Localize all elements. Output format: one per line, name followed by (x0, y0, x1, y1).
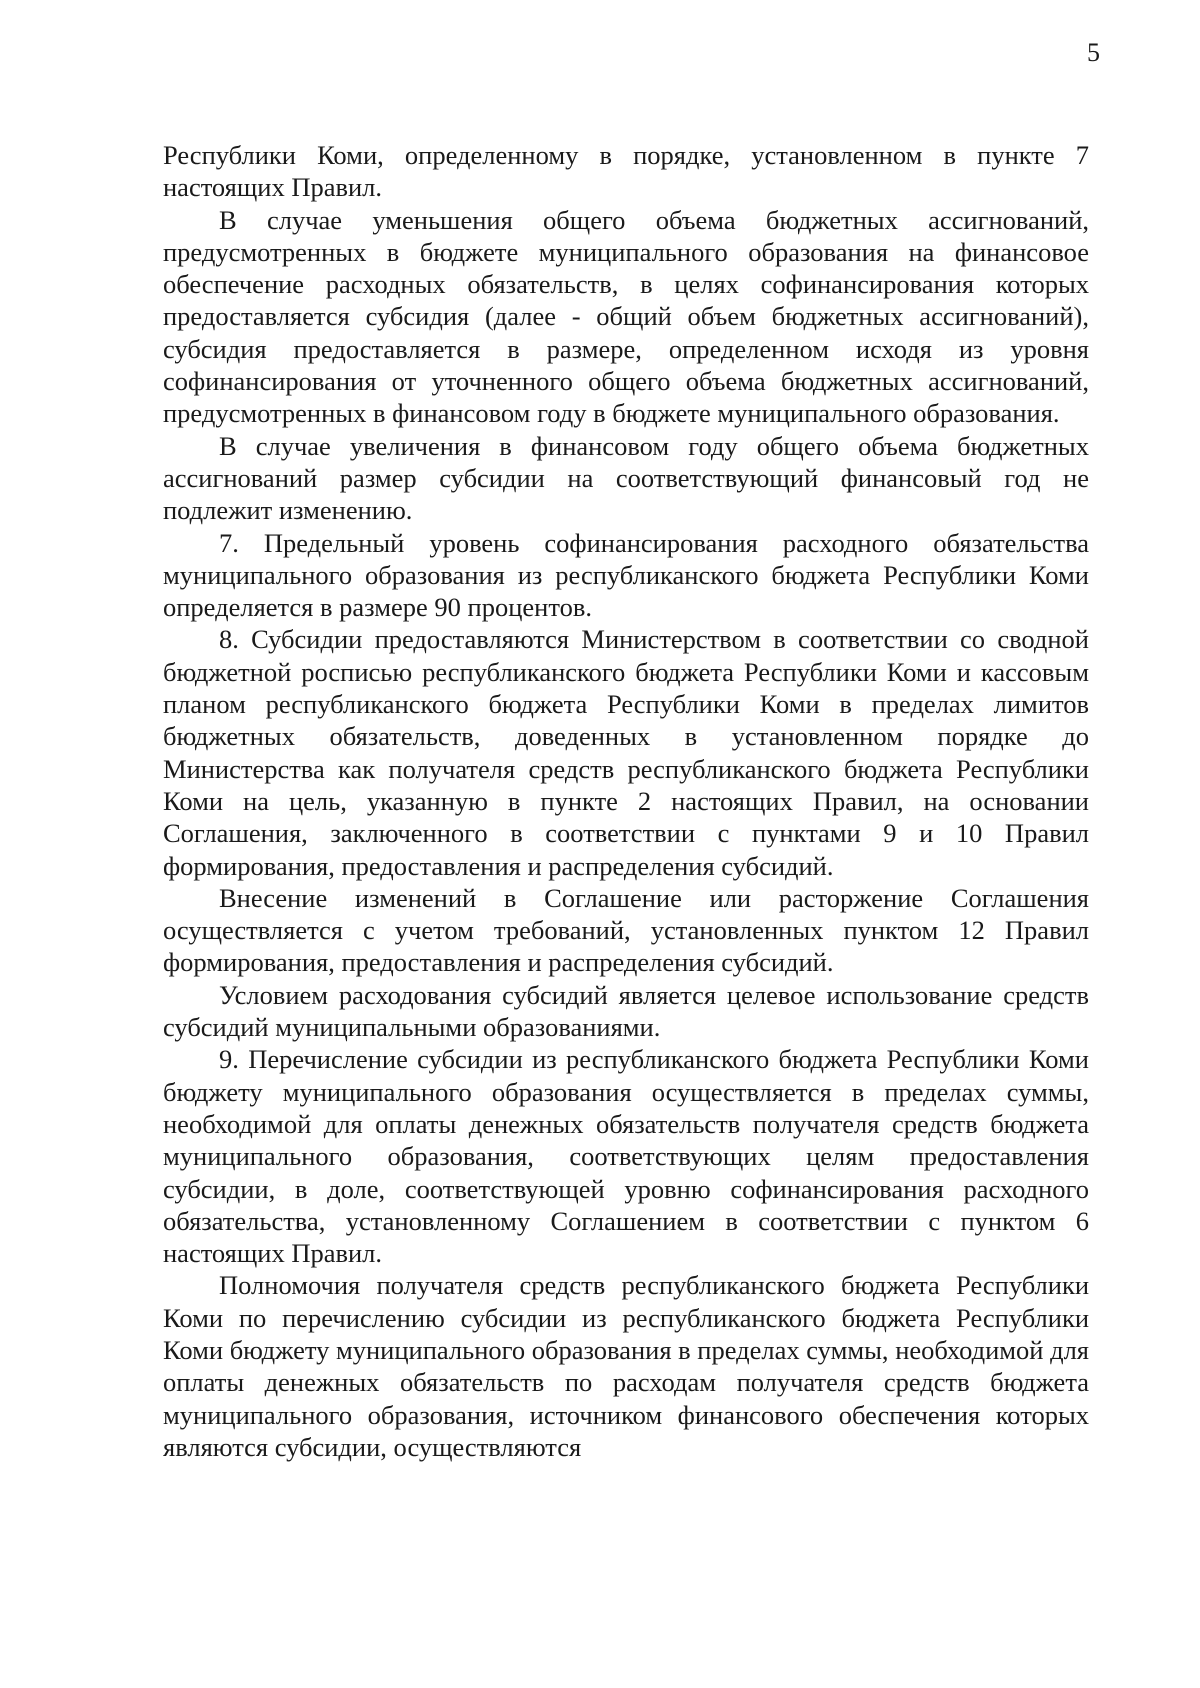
paragraph-powers: Полномочия получателя средств республиканского бюджета Республики Коми по перечислению субсидии из республиканского бюджета Республики Коми бюджету муниципального образования в пределах суммы, необходимой для оплаты денежных обязательств по расходам получателя средств бюджета муниципального образования, источником финансового обеспечения которых являются субсидии, осуществляются (163, 1270, 1089, 1462)
paragraph-continuation: Республики Коми, определенному в порядке, установленном в пункте 7 настоящих Правил. (163, 140, 1089, 203)
paragraph-item-7: 7. Предельный уровень софинансирования расходного обязательства муниципального образования из республиканского бюджета Республики Коми определяется в размере 90 процентов. (163, 527, 1089, 623)
document-body (163, 139, 1089, 1463)
paragraph-spending-condition: Условием расходования субсидий является целевое использование средств субсидий муниципальными образованиями. (163, 979, 1089, 1043)
paragraph-budget-decrease: В случае уменьшения общего объема бюджетных ассигнований, предусмотренных в бюджете муниципального образования на финансовое обеспечение расходных обязательств, в целях софинансирования которых предоставляется субсидия (далее - общий объем бюджетных ассигнований), субсидия предоставляется в размере, определенном исходя из уровня софинансирования от уточненного общего объема бюджетных ассигнований, предусмотренных в финансовом году в бюджете муниципального образования. (163, 204, 1089, 429)
paragraph-item-9: 9. Перечисление субсидии из республиканского бюджета Республики Коми бюджету муниципального образования осуществляется в пределах суммы, необходимой для оплаты денежных обязательств получателя средств бюджета муниципального образования, соответствующих целям предоставления субсидии, в доле, соответствующей уровню софинансирования расходного обязательства, установленному Соглашением в соответствии с пунктом 6 настоящих Правил. (163, 1044, 1089, 1269)
paragraph-agreement-changes: Внесение изменений в Соглашение или расторжение Соглашения осуществляется с учетом требований, установленных пунктом 12 Правил формирования, предоставления и распределения субсидий. (163, 882, 1089, 978)
paragraph-budget-increase: В случае увеличения в финансовом году общего объема бюджетных ассигнований размер субсидии на соответствующий финансовый год не подлежит изменению. (163, 430, 1089, 526)
paragraph-item-8: 8. Субсидии предоставляются Министерством в соответствии со сводной бюджетной росписью республиканского бюджета Республики Коми и кассовым планом республиканского бюджета Республики Коми в пределах лимитов бюджетных обязательств, доведенных в установленном порядке до Министерства как получателя средств республиканского бюджета Республики Коми на цель, указанную в пункте 2 настоящих Правил, на основании Соглашения, заключенного в соответствии с пунктами 9 и 10 Правил формирования, предоставления и распределения субсидий. (163, 624, 1089, 881)
page-number: 5 (1087, 38, 1100, 67)
